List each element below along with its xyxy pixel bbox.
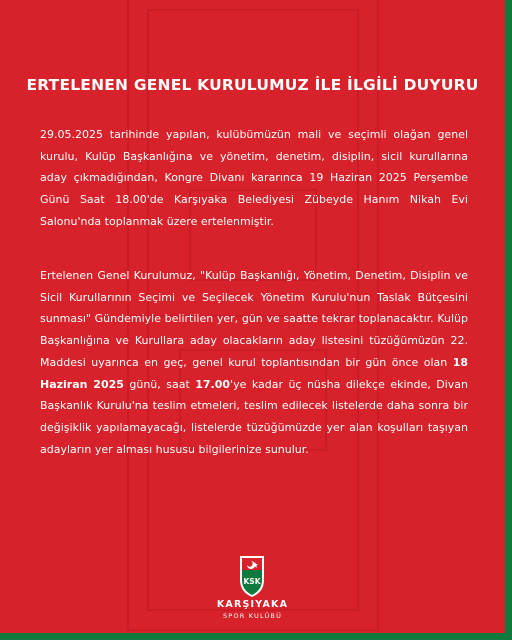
- paragraph-2-text-c: 'ye kadar üç nüsha dilekçe ekinde, Divan Başkanlık Kurulu'na teslim etmeleri, teslim edilecek listelerde daha sonra bir değişiklik yapılamayacağı, listelerde tüzüğümüzde yer alan koşulları taşıyan adayların yer alması hususu bilgilerinize sunulur.: [40, 377, 468, 456]
- logo-letters: KSK: [243, 577, 261, 586]
- paragraph-2-text-a: Ertelenen Genel Kurulumuz, "Kulüp Başkanlığı, Yönetim, Denetim, Disiplin ve Sicil Kurullarının Seçimi ve Seçilecek Yönetim Kurulu'nun Taslak Bütçesini sunması" Gündemiyle belirtilen yer, gün ve saatte tekrar toplanacaktır. Kulüp Başkanlığına ve Kurullara aday olacakların aday listesini tüzüğümüzün 22. Maddesi uyarınca en geç, genel kurul toplantısından bir gün önce olan: [40, 269, 468, 369]
- announcement-paragraph-2: [40, 265, 468, 460]
- page-title: ERTELENEN GENEL KURULUMUZ İLE İLGİLİ DUYURU: [26, 76, 479, 94]
- club-logo-icon: [236, 554, 268, 598]
- club-name: KARŞIYAKA: [216, 599, 289, 610]
- deadline-time: 17.00: [195, 377, 231, 391]
- paragraph-2-text-b: günü, saat: [123, 377, 196, 391]
- deadline-date: 18 Haziran 2025: [40, 355, 468, 391]
- announcement-paragraph-1: 29.05.2025 tarihinde yapılan, kulübümüzün mali ve seçimli olağan genel kurulu, Kulüp Başkanlığına ve yönetim, denetim, disiplin, sicil kurullarına aday çıkmadığından, Kongre Divanı kararınca 19 Haziran 2025 Perşembe Günü Saat 18.00'de Karşıyaka Belediyesi Zübeyde Hanım Nikah Evi Salonu'nda toplanmak üzere ertelenmiştir.: [40, 128, 468, 228]
- club-subtitle: SPOR KULÜBÜ: [222, 612, 283, 620]
